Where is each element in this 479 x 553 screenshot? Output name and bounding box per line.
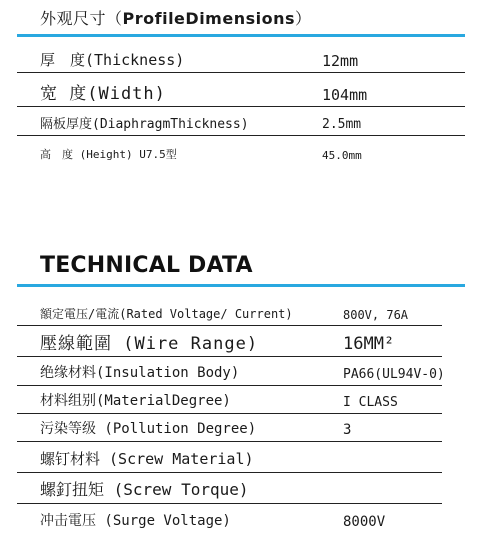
tech-row-underline	[17, 385, 442, 386]
tech-row-label: 額定電压/電流(Rated Voltage/ Current)	[40, 307, 293, 321]
tech-row-underline	[17, 325, 442, 326]
tech-row-label: 螺钉材料 (Screw Material)	[40, 450, 254, 468]
technical-data-title: TECHNICAL DATA	[40, 253, 253, 278]
profile-title-en: ProfileDimensions	[122, 9, 295, 28]
tech-row-label: 污染等级 (Pollution Degree)	[40, 421, 257, 437]
tech-row-value: 800V, 76A	[343, 308, 409, 322]
tech-row-label: 壓線範圍 (Wire Range)	[40, 334, 259, 354]
profile-row-label: 隔板厚度(DiaphragmThickness)	[40, 117, 249, 132]
tech-row-pollution-degree	[40, 418, 465, 438]
tech-row-underline	[17, 503, 442, 504]
tech-row-label: 冲击電压 (Surge Voltage)	[40, 513, 231, 529]
tech-row-wire-range	[40, 330, 465, 354]
profile-row-label: 高 度 (Height) U7.5型	[40, 148, 177, 161]
technical-title-rule	[17, 284, 465, 287]
profile-dimensions-title	[40, 6, 312, 29]
profile-row-underline	[17, 135, 465, 136]
tech-row-underline	[17, 472, 442, 473]
profile-row-label: 厚 度(Thickness)	[40, 51, 185, 69]
tech-row-label: 材料组别(MaterialDegree)	[40, 393, 231, 409]
profile-row-width	[40, 80, 465, 104]
tech-row-surge-voltage	[40, 510, 465, 530]
tech-row-screw-material	[40, 447, 465, 469]
profile-row-value: 104mm	[322, 86, 368, 104]
profile-row-diaphragm-thickness	[40, 112, 465, 132]
tech-row-label: 绝缘材料(Insulation Body)	[40, 365, 240, 381]
tech-row-underline	[17, 413, 442, 414]
tech-row-underline	[17, 356, 442, 357]
tech-row-underline	[17, 441, 442, 442]
tech-row-screw-torque	[40, 477, 465, 500]
profile-title-cn: 外观尺寸（	[40, 9, 123, 28]
tech-row-value: I CLASS	[343, 395, 398, 410]
tech-row-label: 螺釘扭矩 (Screw Torque)	[40, 480, 249, 499]
tech-row-value: 3	[343, 422, 352, 438]
profile-row-thickness	[40, 50, 465, 70]
profile-row-value: 2.5mm	[322, 117, 362, 132]
tech-row-material-degree	[40, 390, 465, 410]
profile-title-rule	[17, 34, 465, 37]
tech-row-value: PA66(UL94V-0)	[343, 367, 445, 382]
profile-title-close: ）	[295, 9, 312, 28]
profile-row-label: 宽 度(Width)	[40, 84, 166, 104]
tech-row-value: 16MM²	[343, 334, 395, 354]
profile-row-value: 45.0mm	[322, 149, 362, 162]
profile-row-value: 12mm	[322, 52, 359, 70]
profile-row-underline	[17, 72, 465, 73]
profile-row-underline	[17, 106, 465, 107]
tech-row-rated-voltage	[40, 302, 465, 322]
profile-row-height	[40, 142, 465, 162]
tech-row-insulation	[40, 362, 465, 382]
tech-row-value: 8000V	[343, 514, 386, 530]
